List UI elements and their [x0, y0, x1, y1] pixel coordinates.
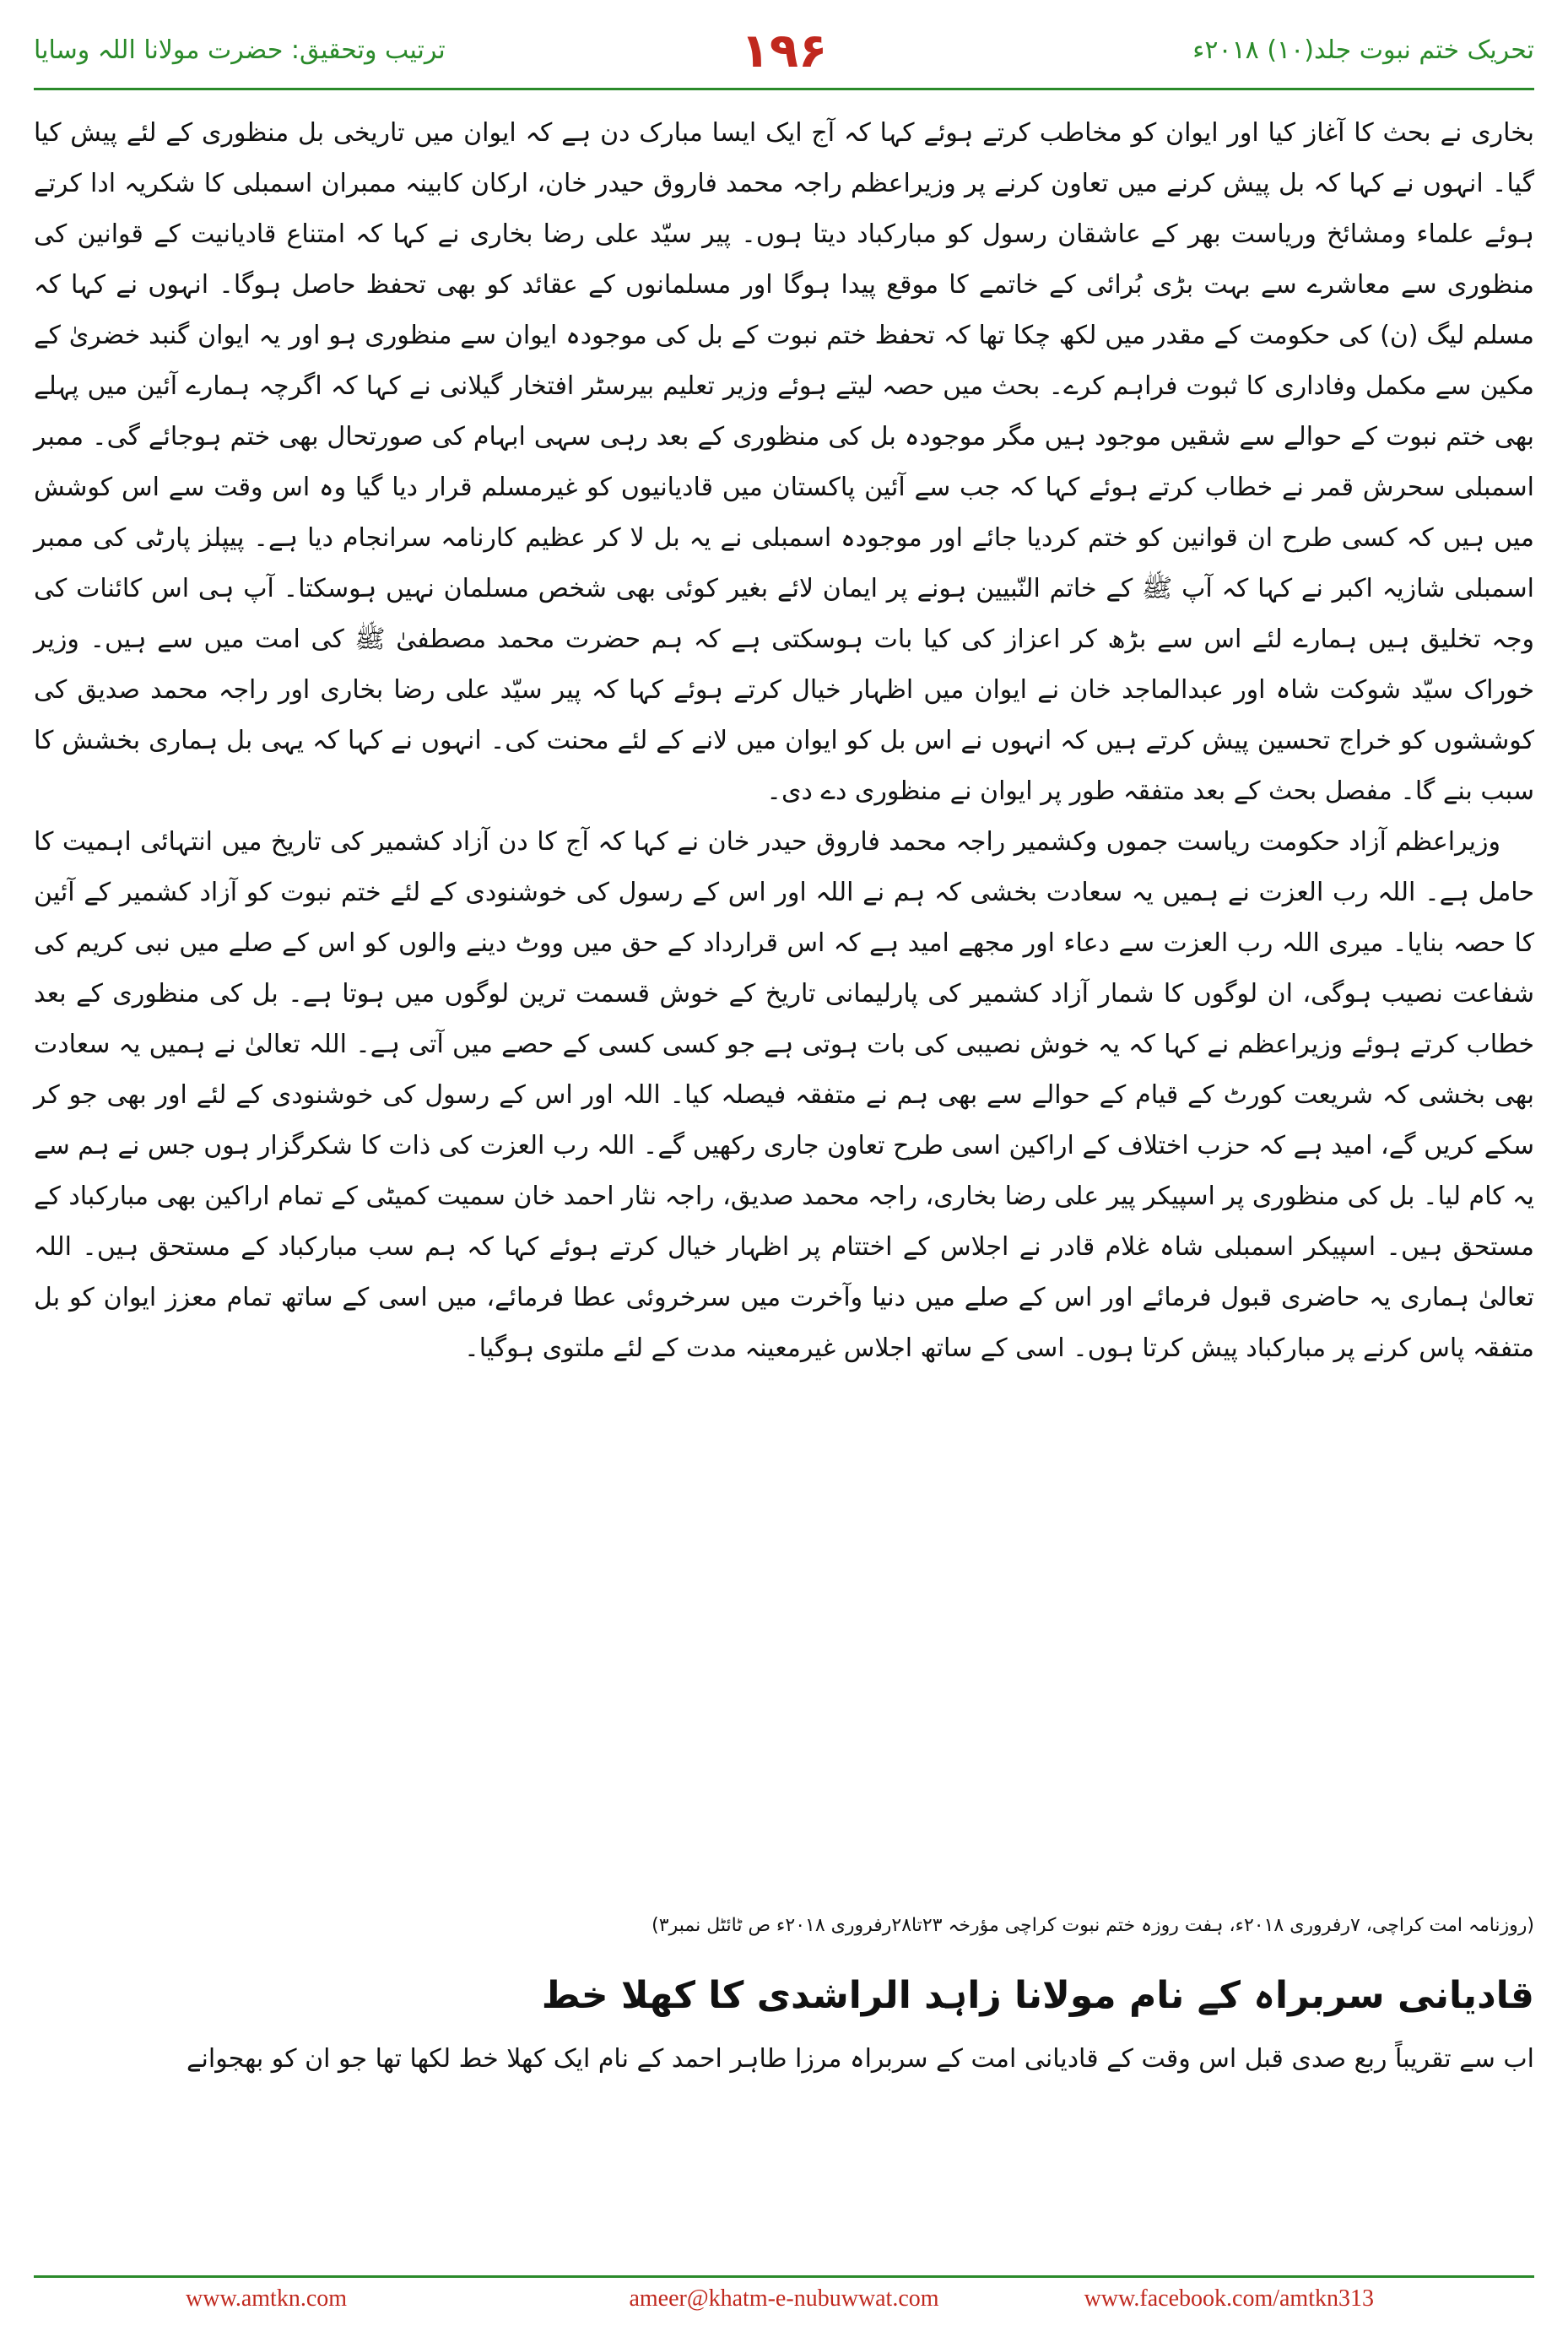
page-footer	[34, 2285, 1534, 2328]
compiler-credit: ترتیب وتحقیق: حضرت مولانا اللہ وسایا	[34, 35, 446, 65]
paragraph-2: وزیراعظم آزاد حکومت ریاست جموں وکشمیر راجہ محمد فاروق حیدر خان نے کہا کہ آج کا دن آزاد کشمیر کی تاریخ میں انتہائی اہمیت کا حامل ہے۔ اللہ رب العزت نے ہمیں یہ سعادت بخشی کہ ہم نے اللہ اور اس کے رسول کی خوشنودی کے لئے ختم نبوت کو آزاد کشمیر کے آئین کا حصہ بنایا۔ میری اللہ رب العزت سے دعاء اور مجھے امید ہے کہ اس قرارداد کے حق میں ووٹ دینے والوں کو اس کے صلے میں نبی کریم کی شفاعت نصیب ہوگی، ان لوگوں کا شمار آزاد کشمیر کی پارلیمانی تاریخ کے خوش قسمت ترین لوگوں میں ہوتا ہے۔ بل کی منظوری کے بعد خطاب کرتے ہوئے وزیراعظم نے کہا کہ یہ خوش نصیبی کی بات ہوتی ہے جو کسی کسی کے حصے میں آتی ہے۔ اللہ تعالیٰ نے ہمیں یہ سعادت بھی بخشی کہ شریعت کورٹ کے قیام کے حوالے سے بھی ہم نے متفقہ فیصلہ کیا۔ اللہ اور اس کے رسول کی خوشنودی کے لئے اور بھی جو کر سکے کریں گے، امید ہے کہ حزب اختلاف کے اراکین اسی طرح تعاون جاری رکھیں گے۔ اللہ رب العزت کی ذات کا شکرگزار ہوں جس نے ہم سے یہ کام لیا۔ بل کی منظوری پر اسپیکر پیر علی رضا بخاری، راجہ محمد صدیق، راجہ نثار احمد خان سمیت کمیٹی کے تمام اراکین بھی مبارکباد کے مستحق ہیں۔ اسپیکر اسمبلی شاہ غلام قادر نے اجلاس کے اختتام پر اظہار خیال کرتے ہوئے کہا کہ ہم سب مبارکباد کے مستحق ہیں۔ اللہ تعالیٰ ہماری یہ حاضری قبول فرمائے اور اس کے صلے میں دنیا وآخرت میں سرخروئی عطا فرمائے، میں اسی کے ساتھ تمام معزز ایوان کو بل متفقہ پاس کرنے پر مبارکباد پیش کرتا ہوں۔ اسی کے ساتھ اجلاس غیرمعینہ مدت کے لئے ملتوی ہوگیا۔	[34, 827, 1534, 1363]
source-reference: (روزنامہ امت کراچی، ۷رفروری ۲۰۱۸ء، ہفت روزہ ختم نبوت کراچی مؤرخہ ۲۳تا۲۸رفروری ۲۰۱۸ء ص ٹائٹل نمبر۳)	[652, 1915, 1534, 1936]
section-heading: قادیانی سربراہ کے نام مولانا زاہد الراشدی کا کھلا خط	[541, 1974, 1534, 2017]
article-body	[34, 108, 1534, 1374]
page-header	[34, 24, 1534, 91]
email-link[interactable]: ameer@khatm-e-nubuwwat.com	[629, 2285, 939, 2312]
page-number: ۱۹۶	[740, 24, 828, 78]
website-link[interactable]: www.amtkn.com	[186, 2285, 348, 2312]
footer-divider	[34, 2275, 1534, 2278]
facebook-link[interactable]: www.facebook.com/amtkn313	[1084, 2285, 1374, 2312]
header-divider	[34, 88, 1534, 90]
paragraph-1: بخاری نے بحث کا آغاز کیا اور ایوان کو مخاطب کرتے ہوئے کہا کہ آج ایک ایسا مبارک دن ہے کہ ایوان میں تاریخی بل منظوری کے لئے پیش کیا گیا۔ انہوں نے کہا کہ بل پیش کرنے میں تعاون کرنے پر وزیراعظم راجہ محمد فاروق حیدر خان، ارکان کابینہ ممبران اسمبلی کا شکریہ ادا کرتے ہوئے علماء ومشائخ وریاست بھر کے عاشقان رسول کو مبارکباد دیتا ہوں۔ پیر سیّد علی رضا بخاری نے کہا کہ امتناع قادیانیت کے قوانین کی منظوری سے معاشرے سے بہت بڑی بُرائی کے خاتمے کا موقع پیدا ہوگا اور مسلمانوں کے عقائد کو بھی تحفظ حاصل ہوگا۔ انہوں نے کہا کہ مسلم لیگ (ن) کی حکومت کے مقدر میں لکھ چکا تھا کہ تحفظ ختم نبوت کے بل کی موجودہ ایوان سے منظوری ہو اور یہ ایوان گنبد خضریٰ کے مکین سے مکمل وفاداری کا ثبوت فراہم کرے۔ بحث میں حصہ لیتے ہوئے وزیر تعلیم بیرسٹر افتخار گیلانی نے کہا کہ اگرچہ ہمارے آئین میں پہلے بھی ختم نبوت کے حوالے سے شقیں موجود ہیں مگر موجودہ بل کی منظوری کے بعد رہی سہی ابہام کی صورتحال بھی ختم ہوجائے گی۔ ممبر اسمبلی سحرش قمر نے خطاب کرتے ہوئے کہا کہ جب سے آئین پاکستان میں قادیانیوں کو غیرمسلم قرار دیا گیا وہ اس وقت سے اس کوشش میں ہیں کہ کسی طرح ان قوانین کو ختم کردیا جائے اور موجودہ اسمبلی نے یہ بل لا کر عظیم کارنامہ سرانجام دیا ہے۔ پیپلز پارٹی کی ممبر اسمبلی شازیہ اکبر نے کہا کہ آپ ﷺ کے خاتم النّبیین ہونے پر ایمان لائے بغیر کوئی بھی شخص مسلمان نہیں ہوسکتا۔ آپ ہی اس کائنات کی وجہ تخلیق ہیں ہمارے لئے اس سے بڑھ کر اعزاز کی کیا بات ہوسکتی ہے کہ ہم حضرت محمد مصطفیٰ ﷺ کی امت میں سے ہیں۔ وزیر خوراک سیّد شوکت شاہ اور عبدالماجد خان نے ایوان میں اظہار خیال کرتے ہوئے کہا کہ پیر سیّد علی رضا بخاری اور راجہ محمد صدیق کی کوششوں کو خراج تحسین پیش کرتے ہیں کہ انہوں نے اس بل کو ایوان میں لانے کے لئے محنت کی۔ انہوں نے کہا کہ یہی بل ہماری بخشش کا سبب بنے گا۔ مفصل بحث کے بعد متفقہ طور پر ایوان نے منظوری دے دی۔	[34, 118, 1534, 806]
book-title: تحریک ختم نبوت جلد(۱۰) ۲۰۱۸ء	[1192, 35, 1534, 65]
section-first-line: اب سے تقریباً ربع صدی قبل اس وقت کے قادیانی امت کے سربراہ مرزا طاہر احمد کے نام ایک کھلا خط لکھا تھا جو ان کو بھجوانے	[186, 2044, 1534, 2074]
